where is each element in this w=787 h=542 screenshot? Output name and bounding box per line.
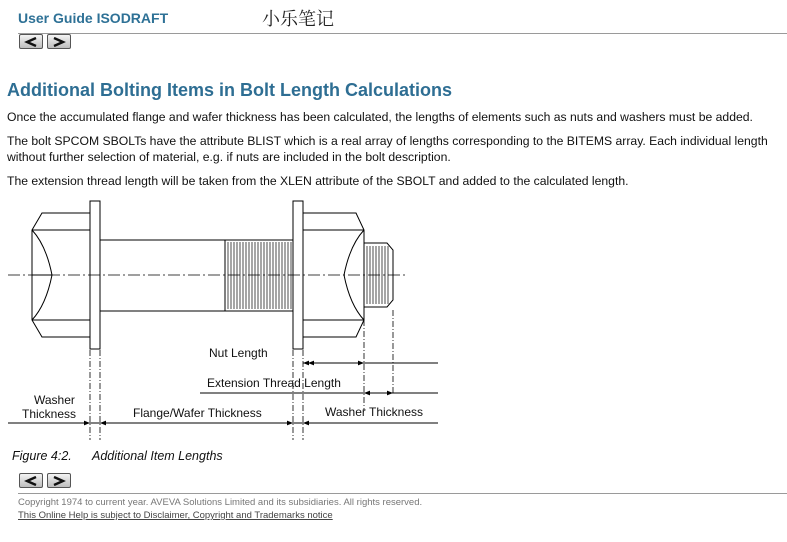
bolt-thread-lines	[228, 242, 291, 309]
top-navigation	[19, 34, 71, 49]
flange-wafer-thickness-label: Flange/Wafer Thickness	[133, 406, 262, 420]
paragraph-blist	[7, 133, 768, 165]
paragraph-extension: The extension thread length will be taken from the XLEN attribute of the SBOLT and added to the calculated length.	[7, 174, 629, 188]
footer-divider	[18, 493, 787, 494]
washer-thickness-right-label: Washer Thickness	[325, 405, 424, 419]
arrow-right-icon	[52, 476, 66, 486]
bolt-length-diagram	[0, 195, 460, 445]
washer-thickness-left-label-1: Washer	[34, 393, 75, 407]
arrow-right-icon	[52, 37, 66, 47]
figure-number: Figure 4:2.	[12, 449, 72, 463]
paragraph-intro: Once the accumulated flange and wafer thickness has been calculated, the lengths of elements such as nuts and washers must be added.	[7, 110, 753, 124]
arrow-left-icon	[24, 476, 38, 486]
washer-thickness-left-label-2: Thickness	[22, 407, 77, 421]
paragraph-blist-line-2: without further selection of material, e.g. if nuts are included in the bolt description.	[7, 150, 451, 164]
arrow-left-icon	[24, 37, 38, 47]
nut-length-label: Nut Length	[209, 346, 268, 360]
disclaimer-link[interactable]: This Online Help is subject to Disclaimer, Copyright and Trademarks notice	[18, 510, 333, 521]
header-divider	[18, 33, 787, 34]
next-page-button-bottom[interactable]	[47, 473, 71, 488]
copyright-text: Copyright 1974 to current year. AVEVA Solutions Limited and its subsidiaries. All rights reserved.	[18, 497, 423, 508]
extension-thread-length-label: Extension Thread Length	[207, 376, 341, 390]
next-page-button[interactable]	[47, 34, 71, 49]
paragraph-blist-line-1: The bolt SPCOM SBOLTs have the attribute BLIST which is a real array of lengths corresponding to the BITEMS array. Each individual length	[7, 134, 768, 148]
watermark-text: 小乐笔记	[262, 9, 334, 30]
page-title: Additional Bolting Items in Bolt Length Calculations	[7, 80, 452, 100]
figure-title: Additional Item Lengths	[92, 449, 223, 463]
bottom-navigation	[19, 473, 71, 488]
figure-caption	[12, 449, 223, 463]
previous-page-button[interactable]	[19, 34, 43, 49]
previous-page-button-bottom[interactable]	[19, 473, 43, 488]
guide-title: User Guide ISODRAFT	[18, 10, 169, 26]
